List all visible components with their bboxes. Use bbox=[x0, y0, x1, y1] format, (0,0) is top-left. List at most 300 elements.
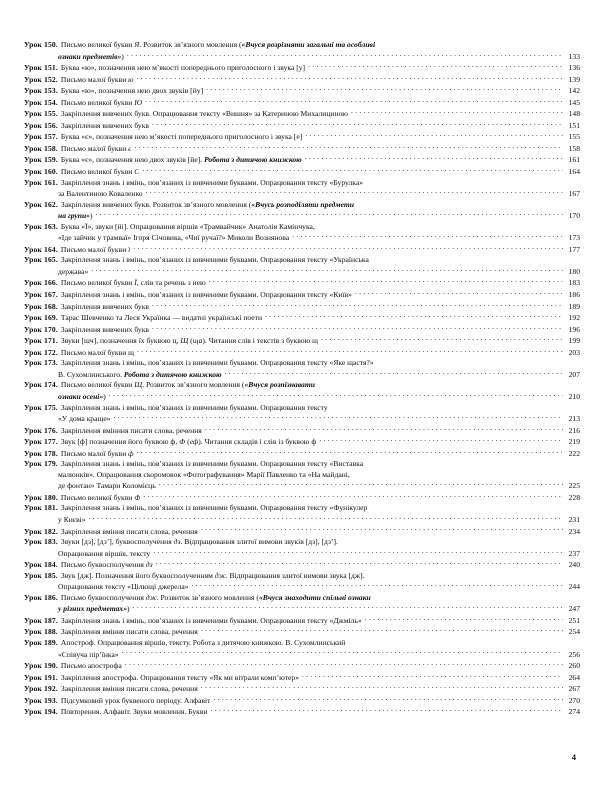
toc-lesson-label: Урок 194. bbox=[24, 707, 58, 717]
toc-title-segment: Письмо великої букви bbox=[60, 40, 135, 49]
toc-entry[interactable] bbox=[24, 503, 580, 525]
toc-lesson-label: Урок 159. bbox=[24, 155, 58, 165]
toc-lesson-label: Урок 181. bbox=[24, 503, 58, 513]
toc-entry-line-primary bbox=[24, 255, 580, 266]
toc-title-segment: дж bbox=[145, 592, 157, 602]
dot-leader bbox=[365, 615, 563, 623]
dot-leader bbox=[201, 683, 563, 691]
toc-title-segment: Ю bbox=[134, 97, 143, 107]
toc-entry-title bbox=[24, 414, 110, 425]
toc-entry-title bbox=[61, 178, 580, 189]
toc-entry[interactable] bbox=[24, 436, 580, 448]
toc-title-segment: Закріплення вивчених букв bbox=[60, 301, 150, 311]
toc-title-segment: Закріплення вмінння писати слова, речення bbox=[60, 425, 202, 435]
toc-entry[interactable] bbox=[24, 571, 580, 593]
toc-entry[interactable] bbox=[24, 74, 580, 86]
toc-entry-title bbox=[24, 233, 289, 244]
toc-title-segment: Закріплення знань і вмінь, пов’язаних із вивченими буквами. Опрацювання тексту «Яке щастя?» bbox=[60, 358, 374, 368]
toc-entry[interactable] bbox=[24, 85, 580, 97]
toc-title-segment: ( bbox=[185, 437, 190, 447]
toc-lesson-label: Урок 162. bbox=[24, 199, 58, 209]
toc-page-number[interactable]: 161 bbox=[568, 155, 580, 165]
toc-entry[interactable] bbox=[24, 154, 580, 166]
toc-title-segment: Письмо великої букви bbox=[60, 97, 135, 107]
toc-title-segment: Письмо малої букви bbox=[60, 448, 129, 458]
toc-entry-title bbox=[61, 325, 149, 336]
toc-page-number[interactable]: 222 bbox=[568, 448, 580, 458]
toc-page-number[interactable]: 148 bbox=[568, 109, 580, 119]
toc-entry-title bbox=[61, 661, 122, 672]
toc-entry-line-primary bbox=[24, 448, 580, 460]
toc-entry-line-primary bbox=[24, 178, 580, 189]
toc-title-segment: Буква «є», позначення нею двох звуків [йе]. bbox=[60, 155, 205, 165]
toc-title-segment: Щ bbox=[134, 380, 143, 390]
toc-entry-title bbox=[61, 348, 134, 359]
toc-entry[interactable] bbox=[24, 425, 580, 437]
dot-leader bbox=[146, 188, 563, 196]
toc-entry[interactable] bbox=[24, 108, 580, 120]
dot-leader bbox=[265, 312, 563, 320]
toc-entry-line-primary bbox=[24, 526, 580, 538]
toc-page-number[interactable]: 151 bbox=[568, 120, 580, 130]
toc-title-segment: «Вчуся знаходити спільні ознаки bbox=[258, 592, 371, 602]
dot-leader bbox=[153, 548, 563, 556]
toc-lesson-label: Урок 170. bbox=[24, 324, 58, 334]
toc-entry-title bbox=[61, 109, 348, 120]
toc-entry[interactable] bbox=[24, 638, 580, 660]
dot-leader bbox=[137, 74, 563, 82]
toc-page-number[interactable]: 177 bbox=[568, 244, 580, 254]
toc-entry-line-primary bbox=[24, 683, 580, 695]
toc-lesson-label: Урок 191. bbox=[24, 672, 58, 682]
toc-entry-title bbox=[24, 470, 580, 481]
toc-page-number[interactable]: 225 bbox=[568, 481, 580, 491]
toc-title-segment: . Відпрацювання злитої вимови звука [дж]. bbox=[225, 570, 365, 580]
toc-lesson-label: Урок 192. bbox=[24, 684, 58, 694]
toc-entry[interactable] bbox=[24, 615, 580, 627]
toc-lesson-label: Урок 190. bbox=[24, 661, 58, 671]
toc-lesson-label: Урок 179. bbox=[24, 459, 58, 469]
dot-leader bbox=[143, 492, 563, 500]
toc-page-number[interactable]: 251 bbox=[568, 615, 580, 625]
toc-title-segment: у Києві» bbox=[58, 514, 86, 524]
toc-entry[interactable] bbox=[24, 660, 580, 672]
dot-leader bbox=[142, 166, 563, 174]
toc-page-number[interactable]: 142 bbox=[568, 86, 580, 96]
dot-leader bbox=[305, 131, 563, 139]
dot-leader bbox=[205, 425, 563, 433]
toc-entry-title bbox=[61, 449, 134, 460]
toc-title-segment: Закріплення знань і вмінь, пов’язаних із вивченими буквами. Опрацювання тексту «Джміль» bbox=[60, 615, 362, 625]
table-of-contents bbox=[24, 40, 580, 718]
toc-lesson-label: Урок 168. bbox=[24, 301, 58, 311]
toc-title-segment: . Відпрацювання злитої вимови звуків [дз], [дз’]. bbox=[180, 537, 338, 547]
toc-lesson-label: Урок 185. bbox=[24, 570, 58, 580]
toc-entry[interactable] bbox=[24, 358, 580, 380]
toc-title-segment: малюнків». Опрацювання скоромовок «Фотографування» Марії Павленко та «На майдані, bbox=[58, 469, 350, 479]
toc-entry-title bbox=[24, 392, 106, 403]
toc-page-number[interactable]: 186 bbox=[568, 290, 580, 300]
toc-title-segment: Письмо буквосполучення bbox=[60, 560, 146, 570]
toc-title-segment: «Вчуся розпізнавати bbox=[244, 380, 315, 390]
toc-title-segment: Закріплення знань і вмінь, пов’язаних із вивченими буквами. Опрацювання тексту «Фунікулер bbox=[60, 503, 368, 513]
toc-title-segment: Закріплення знань і вмінь, пов’язаних із вивченими буквами. Опрацювання тексту «Бурулка» bbox=[60, 177, 364, 187]
toc-page-number[interactable]: 264 bbox=[568, 672, 580, 682]
toc-entry[interactable] bbox=[24, 706, 580, 718]
dot-leader bbox=[201, 526, 563, 534]
toc-page-number[interactable]: 173 bbox=[568, 233, 580, 243]
toc-entry[interactable] bbox=[24, 448, 580, 460]
toc-page-number[interactable]: 260 bbox=[568, 661, 580, 671]
toc-entry[interactable] bbox=[24, 222, 580, 244]
toc-entry-title bbox=[61, 380, 580, 391]
dot-leader bbox=[201, 626, 563, 634]
toc-entry-title bbox=[61, 707, 208, 718]
toc-entry[interactable] bbox=[24, 255, 580, 277]
toc-entry[interactable] bbox=[24, 537, 580, 559]
toc-page-number[interactable]: 145 bbox=[568, 97, 580, 107]
dot-leader bbox=[152, 324, 563, 332]
toc-page-number[interactable]: 240 bbox=[568, 560, 580, 570]
toc-title-segment: «Вчусь розподіляти предмети bbox=[251, 199, 354, 209]
toc-lesson-label: Урок 160. bbox=[24, 167, 58, 177]
toc-entry-title bbox=[24, 267, 88, 278]
toc-title-segment: Звуки [шч], позначення їх буквою ц, bbox=[60, 336, 181, 346]
toc-lesson-label: Урок 150. bbox=[24, 40, 58, 49]
toc-title-segment: ( bbox=[188, 336, 193, 346]
toc-page-number[interactable]: 203 bbox=[568, 347, 580, 357]
toc-entry[interactable] bbox=[24, 143, 580, 155]
toc-entry[interactable] bbox=[24, 324, 580, 336]
toc-entry-title bbox=[61, 493, 140, 504]
dot-leader bbox=[206, 85, 563, 93]
toc-title-segment: С bbox=[134, 167, 140, 177]
toc-entry-line-continuation bbox=[24, 266, 580, 278]
toc-page-number[interactable]: 133 bbox=[568, 51, 580, 61]
dot-leader bbox=[133, 244, 563, 252]
toc-entry[interactable] bbox=[24, 683, 580, 695]
toc-page-number[interactable]: 213 bbox=[568, 414, 580, 424]
toc-page-number[interactable]: 247 bbox=[568, 604, 580, 614]
toc-entry-line-primary bbox=[24, 672, 580, 684]
dot-leader bbox=[225, 369, 563, 377]
toc-entry-line-primary bbox=[24, 638, 580, 649]
toc-entry[interactable] bbox=[24, 593, 580, 615]
toc-entry-line-primary bbox=[24, 571, 580, 582]
toc-entry-title bbox=[61, 638, 580, 649]
toc-page-number[interactable]: 254 bbox=[568, 627, 580, 637]
toc-page-number[interactable]: 234 bbox=[568, 526, 580, 536]
toc-entry[interactable] bbox=[24, 312, 580, 324]
toc-page-number[interactable]: 136 bbox=[568, 63, 580, 73]
toc-entry-line-continuation bbox=[24, 369, 580, 381]
toc-entry[interactable] bbox=[24, 166, 580, 178]
toc-entry[interactable] bbox=[24, 200, 580, 222]
toc-entry-line-primary bbox=[24, 74, 580, 86]
toc-title-segment: Закріплення вміння писати слова, речення bbox=[60, 684, 198, 694]
toc-entry-line-continuation bbox=[24, 480, 580, 492]
toc-lesson-label: Урок 186. bbox=[24, 592, 58, 602]
toc-title-segment: Закріплення знань і вмінь, пов’язаних із вивченими буквами. Опрацювання тексту «Київ» bbox=[60, 290, 352, 300]
toc-title-segment: у різних предметах» bbox=[58, 604, 128, 614]
toc-entry-title bbox=[61, 200, 580, 211]
toc-entry[interactable] bbox=[24, 672, 580, 684]
toc-page-number[interactable]: 228 bbox=[568, 492, 580, 502]
toc-title-segment: Робота з дитячою книжкою bbox=[204, 155, 302, 165]
toc-page-number[interactable]: 155 bbox=[568, 132, 580, 142]
toc-entry-title bbox=[24, 549, 150, 560]
toc-entry-line-primary bbox=[24, 131, 580, 143]
toc-entry-line-primary bbox=[24, 120, 580, 132]
toc-entry[interactable] bbox=[24, 403, 580, 425]
toc-page-number[interactable]: 196 bbox=[568, 324, 580, 334]
toc-lesson-label: Урок 171. bbox=[24, 336, 58, 346]
toc-entry-line-primary bbox=[24, 706, 580, 718]
toc-entry-line-primary bbox=[24, 436, 580, 448]
toc-entry-title bbox=[61, 155, 302, 166]
toc-entry-line-primary bbox=[24, 277, 580, 289]
toc-title-segment: дз bbox=[145, 560, 153, 570]
toc-title-segment: ю bbox=[128, 74, 134, 84]
toc-page-number[interactable]: 192 bbox=[568, 313, 580, 323]
toc-lesson-label: Урок 178. bbox=[24, 448, 58, 458]
toc-entry[interactable] bbox=[24, 40, 580, 62]
toc-title-segment: Буква «ю», позначення нею двох звуків [йу] bbox=[60, 86, 204, 96]
toc-entry-line-primary bbox=[24, 143, 580, 155]
toc-title-segment: Звук [ф] позначення його буквою ф, bbox=[60, 437, 180, 447]
toc-entry-title bbox=[61, 616, 362, 627]
toc-title-segment: ) bbox=[90, 211, 93, 221]
toc-title-segment: Письмо буквосполучення bbox=[60, 592, 146, 602]
toc-page-number[interactable]: 158 bbox=[568, 143, 580, 153]
toc-page-number[interactable]: 167 bbox=[568, 189, 580, 199]
toc-title-segment: є bbox=[128, 143, 132, 153]
toc-entry-line-continuation bbox=[24, 649, 580, 661]
toc-entry-line-continuation bbox=[24, 470, 580, 481]
toc-lesson-label: Урок 183. bbox=[24, 537, 58, 547]
toc-entry[interactable] bbox=[24, 244, 580, 256]
toc-entry[interactable] bbox=[24, 335, 580, 347]
toc-title-segment: Звуки [дз], [дз’], буквосполучення bbox=[60, 537, 174, 547]
toc-entry[interactable] bbox=[24, 178, 580, 200]
toc-entry-title bbox=[61, 684, 198, 695]
toc-entry[interactable] bbox=[24, 120, 580, 132]
toc-title-segment: Я bbox=[134, 40, 140, 49]
toc-entry[interactable] bbox=[24, 131, 580, 143]
toc-entry[interactable] bbox=[24, 526, 580, 538]
toc-title-segment: Письмо малої букви bbox=[60, 143, 129, 153]
toc-entry-title bbox=[61, 503, 580, 514]
toc-lesson-label: Урок 153. bbox=[24, 86, 58, 96]
toc-entry[interactable] bbox=[24, 492, 580, 504]
toc-title-segment: дж bbox=[214, 570, 226, 580]
toc-lesson-label: Урок 161. bbox=[24, 177, 58, 187]
toc-page-number[interactable]: 189 bbox=[568, 301, 580, 311]
dot-leader bbox=[137, 448, 563, 456]
toc-page-number[interactable]: 183 bbox=[568, 278, 580, 288]
toc-entry-title bbox=[61, 336, 318, 347]
toc-page-number[interactable]: 270 bbox=[568, 695, 580, 705]
toc-lesson-label: Урок 169. bbox=[24, 313, 58, 323]
dot-leader bbox=[125, 660, 563, 668]
toc-lesson-label: Урок 167. bbox=[24, 290, 58, 300]
toc-entry[interactable] bbox=[24, 347, 580, 359]
toc-entry-line-primary bbox=[24, 695, 580, 707]
toc-entry[interactable] bbox=[24, 277, 580, 289]
toc-page-number[interactable]: 256 bbox=[568, 649, 580, 659]
toc-entry-line-primary bbox=[24, 403, 580, 414]
toc-entry[interactable] bbox=[24, 97, 580, 109]
dot-leader bbox=[152, 120, 563, 128]
toc-title-segment: «Співуча пір’їнка» bbox=[58, 649, 119, 659]
toc-lesson-label: Урок 173. bbox=[24, 358, 58, 368]
toc-entry[interactable] bbox=[24, 380, 580, 402]
toc-title-segment: . Розвиток зв’язного мовлення ( bbox=[142, 380, 245, 390]
toc-lesson-label: Урок 184. bbox=[24, 560, 58, 570]
toc-page-number[interactable]: 231 bbox=[568, 514, 580, 524]
toc-entry[interactable] bbox=[24, 289, 580, 301]
toc-title-segment: де фонтан» Тамари Коломієць bbox=[58, 481, 156, 491]
toc-title-segment: Закріплення вивчених букв bbox=[60, 324, 150, 334]
toc-lesson-label: Урок 180. bbox=[24, 492, 58, 502]
toc-title-segment: Повторення. Алфавіт. Звуки мовлення. Букви bbox=[60, 707, 208, 717]
toc-entry-line-primary bbox=[24, 97, 580, 109]
toc-title-segment: , слів та речень з нею bbox=[136, 278, 206, 288]
toc-title-segment: Робота з дитячою книжкою bbox=[123, 369, 222, 379]
toc-title-segment: Закріплення вивчених букв. Розвиток зв’язного мовлення ( bbox=[60, 199, 252, 209]
toc-entry-line-primary bbox=[24, 425, 580, 437]
dot-leader bbox=[211, 706, 563, 714]
toc-page-number[interactable]: 244 bbox=[568, 582, 580, 592]
toc-entry-line-primary bbox=[24, 626, 580, 638]
toc-entry-line-primary bbox=[24, 62, 580, 74]
toc-entry-title bbox=[61, 560, 153, 571]
toc-lesson-label: Урок 166. bbox=[24, 278, 58, 288]
toc-entry-title bbox=[61, 426, 202, 437]
toc-title-segment: ф bbox=[128, 448, 134, 458]
toc-title-segment: Буква «ю», позначення нею м’якості попереднього приголосного і звука [у] bbox=[60, 63, 306, 73]
toc-page-number[interactable]: 216 bbox=[568, 425, 580, 435]
toc-lesson-label: Урок 174. bbox=[24, 380, 58, 390]
toc-title-segment: Закріплення апострофа. Опрацювання тексту «Як ми вітрали комп’ютер» bbox=[60, 672, 300, 682]
toc-lesson-label: Урок 154. bbox=[24, 97, 58, 107]
toc-entry-title bbox=[61, 537, 580, 548]
toc-entry-line-continuation bbox=[24, 514, 580, 526]
toc-entry-title bbox=[24, 481, 156, 492]
toc-entry-title bbox=[61, 86, 203, 97]
toc-page-number[interactable]: 267 bbox=[568, 684, 580, 694]
toc-title-segment: Закріплення вивчених букв bbox=[60, 120, 150, 130]
toc-entry-line-continuation bbox=[24, 188, 580, 200]
toc-page-number[interactable]: 237 bbox=[568, 548, 580, 558]
toc-entry-title bbox=[61, 459, 580, 470]
toc-title-segment: Закріплення вивчених букв. Опрацювання тексту «Вишня» за Катериною Михалициною bbox=[60, 109, 348, 119]
toc-entry-line-primary bbox=[24, 537, 580, 548]
toc-entry-line-primary bbox=[24, 40, 580, 51]
toc-page-number[interactable]: 139 bbox=[568, 74, 580, 84]
toc-entry-line-primary bbox=[24, 154, 580, 166]
toc-title-segment: ) bbox=[121, 51, 124, 61]
toc-entry-line-primary bbox=[24, 559, 580, 571]
toc-entry-line-primary bbox=[24, 244, 580, 256]
toc-lesson-label: Урок 151. bbox=[24, 63, 58, 73]
toc-title-segment: Тарас Шевченко та Леся Українка — видатні українські поети bbox=[60, 313, 263, 323]
toc-entry-line-primary bbox=[24, 85, 580, 97]
toc-page-number[interactable]: 210 bbox=[568, 391, 580, 401]
toc-entry[interactable] bbox=[24, 459, 580, 492]
toc-title-segment: ). Читання складів і слів із буквою ф bbox=[198, 437, 317, 447]
dot-leader bbox=[96, 210, 563, 218]
toc-page-number[interactable]: 207 bbox=[568, 369, 580, 379]
toc-title-segment: на групи» bbox=[58, 211, 91, 221]
toc-entry-title bbox=[61, 245, 130, 256]
toc-entry-title bbox=[24, 370, 222, 381]
toc-title-segment: ознаки осені» bbox=[58, 391, 104, 401]
toc-entry-line-continuation bbox=[24, 210, 580, 222]
toc-page-number[interactable]: 199 bbox=[568, 336, 580, 346]
toc-title-segment: Закріплення знань і вмінь, пов’язаних із вивченими буквами. Опрацювання тексту bbox=[60, 402, 328, 412]
toc-entry-title bbox=[61, 627, 198, 638]
toc-entry-title bbox=[24, 52, 124, 63]
toc-entry-line-continuation bbox=[24, 413, 580, 425]
toc-page-number[interactable]: 219 bbox=[568, 437, 580, 447]
dot-leader bbox=[209, 277, 563, 285]
toc-title-segment: Звук [дж]. Позначення його буквосполученням bbox=[60, 570, 215, 580]
toc-page-number[interactable]: 274 bbox=[568, 707, 580, 717]
toc-page-number[interactable]: 170 bbox=[568, 211, 580, 221]
toc-lesson-label: Урок 188. bbox=[24, 627, 58, 637]
toc-entry-line-continuation bbox=[24, 603, 580, 615]
toc-entry-title bbox=[24, 650, 119, 661]
toc-entry-title bbox=[61, 696, 211, 707]
toc-entry[interactable] bbox=[24, 62, 580, 74]
toc-entry[interactable] bbox=[24, 626, 580, 638]
toc-lesson-label: Урок 187. bbox=[24, 615, 58, 625]
toc-entry-title bbox=[61, 121, 149, 132]
toc-title-segment: еф bbox=[189, 437, 199, 447]
toc-title-segment: Буква «є», позначення нею м’якості попереднього приголосного і звука [е] bbox=[60, 132, 303, 142]
toc-entry-line-primary bbox=[24, 358, 580, 369]
toc-lesson-label: Урок 175. bbox=[24, 402, 58, 412]
dot-leader bbox=[113, 413, 563, 421]
toc-lesson-label: Урок 152. bbox=[24, 74, 58, 84]
toc-entry[interactable] bbox=[24, 559, 580, 571]
toc-entry-title bbox=[61, 98, 142, 109]
toc-page-number[interactable]: 164 bbox=[568, 167, 580, 177]
toc-lesson-label: Урок 156. bbox=[24, 120, 58, 130]
toc-title-segment: Письмо апострофа bbox=[60, 661, 122, 671]
toc-entry[interactable] bbox=[24, 301, 580, 313]
toc-entry[interactable] bbox=[24, 695, 580, 707]
toc-title-segment: «Вчуся розрізняти загальні та особливі bbox=[241, 40, 376, 49]
dot-leader bbox=[137, 347, 563, 355]
toc-lesson-label: Урок 155. bbox=[24, 109, 58, 119]
toc-title-segment: ) bbox=[127, 604, 130, 614]
toc-title-segment: Закріплення знань і вмінь, пов’язаних із вивченими буквами. Опрацювання тексту «Українська bbox=[60, 255, 369, 265]
toc-title-segment: Апостроф. Опрацювання віршів, тексту. Робота з дитячою книжкою. В. Сухомлинський bbox=[60, 637, 346, 647]
toc-entry-title bbox=[61, 278, 206, 289]
toc-entry-line-continuation bbox=[24, 51, 580, 63]
toc-entry-title bbox=[61, 403, 580, 414]
dot-leader bbox=[355, 289, 563, 297]
dot-leader bbox=[89, 514, 563, 522]
dot-leader bbox=[122, 649, 563, 657]
toc-page-number[interactable]: 180 bbox=[568, 266, 580, 276]
toc-entry-title bbox=[61, 144, 132, 155]
toc-title-segment: Закріплення вміння писати слова, речення bbox=[60, 627, 198, 637]
dot-leader bbox=[292, 232, 563, 240]
dot-leader bbox=[109, 391, 563, 399]
